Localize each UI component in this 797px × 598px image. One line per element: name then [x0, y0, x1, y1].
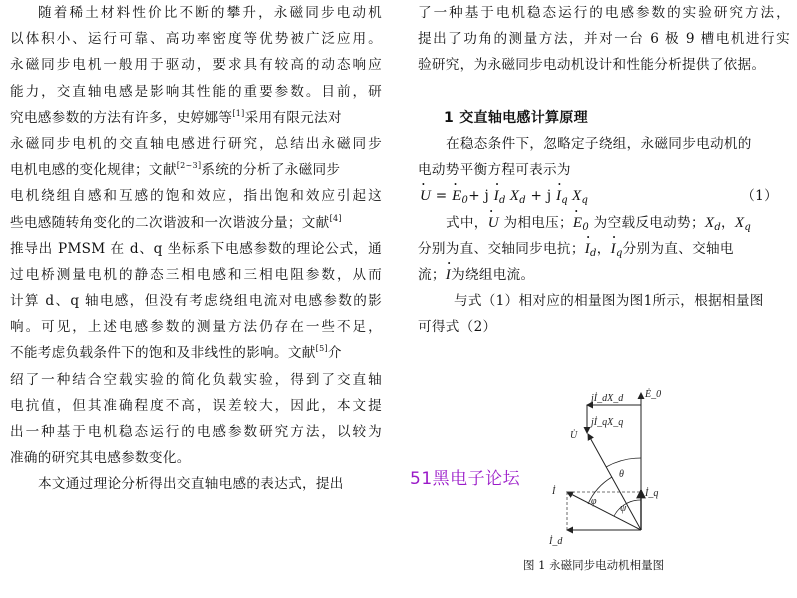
label-e0: Ė_0 [645, 389, 662, 400]
eq-symbol-E: • E [452, 183, 461, 209]
label-iq: İ_q [645, 488, 659, 499]
text-segment: 些电感随转角变化的二次谐波和一次谐波分量；文献 [10, 214, 330, 231]
eq-symbol-X: X [734, 214, 745, 231]
eq-subscript: q [581, 195, 589, 207]
text-line: 响。可见，上述电感参数的测量方法仍存在一些不足， [10, 319, 382, 336]
label-theta: θ [619, 469, 624, 480]
text-segment: 为空载反电动势； [589, 214, 705, 231]
psi-arc [614, 500, 641, 516]
eq-subscript: d [498, 195, 506, 207]
text-segment: 介 [327, 345, 342, 362]
text-line: 电机绕组自感和互感的饱和效应，指出饱和效应引起这 [10, 188, 382, 205]
eq-symbol-X: X [704, 214, 715, 231]
label-id: İ_d [549, 536, 563, 547]
citation-ref: [5] [315, 344, 328, 354]
theta-arc [606, 458, 641, 467]
text-segment: 流； [418, 266, 446, 283]
eq-symbol-I: • I [556, 183, 561, 209]
text-segment: 分别为直、交轴同步电抗； [418, 240, 585, 257]
eq-symbol-I: • I [611, 236, 616, 262]
text-segment: 为相电压； [498, 214, 573, 231]
text-line: 验研究，为永磁同步电动机设计和性能分析提供了依据。 [418, 57, 766, 74]
equation-number: （1） [741, 188, 778, 205]
eq-text: = [431, 188, 453, 205]
eq-symbol-U: • U [420, 183, 431, 209]
text-line: 绍了一种结合空载实验的简化负载实验，得到了交直轴 [10, 371, 382, 388]
eq-symbol-I: • I [446, 262, 451, 288]
figure-caption: 图 1 永磁同步电动机相量图 [523, 558, 665, 572]
label-jiqxq: jİ_qX_q [591, 417, 624, 428]
label-phi: φ [591, 496, 597, 507]
text-line: 计算 d、q 轴电感，但没有考虑绕组电流对电感参数的影 [10, 293, 382, 310]
eq-subscript: 0 [461, 195, 469, 207]
citation-ref: [1] [232, 108, 245, 118]
text-line: 与式（1）相对应的相量图为图1所示，根据相量图 [454, 293, 764, 310]
label-psi: ψ [620, 503, 627, 514]
citation-ref: [4] [329, 213, 342, 223]
text-segment: 式中， [446, 214, 488, 231]
eq-subscript: d [714, 221, 722, 233]
eq-symbol-U: • U [488, 210, 499, 236]
text-line: 随着稀土材料性价比不断的攀升，永磁同步电动机 [38, 5, 382, 21]
text-line: 可得式（2） [418, 319, 497, 336]
text-line: 在稳态条件下，忽略定子绕组，永磁同步电动机的 [446, 135, 752, 152]
text-line: 本文通过理论分析得出交直轴电感的表达式，提出 [38, 476, 344, 493]
text-line: 以体积小、运行可靠、高功率密度等优势被广泛应用。 [10, 31, 382, 48]
text-line: 了一种基于电机稳态运行的电感参数的实验研究方法， [418, 5, 790, 21]
i-vector [567, 492, 641, 530]
eq-text: + j [468, 188, 494, 205]
eq-symbol-X: X [567, 188, 582, 205]
text-line: 永磁同步电机的交直轴电感进行研究，总结出永磁同步 [10, 135, 382, 152]
text-segment: 不能考虑负载条件下的饱和及非线性的影响。文献 [10, 345, 316, 362]
citation-ref: [2~3] [176, 161, 202, 171]
text-segment: 究电感参数的方法有许多，史婷娜等 [10, 109, 233, 126]
section-heading: 1 交直轴电感计算原理 [444, 109, 588, 126]
eq-subscript: 0 [582, 221, 590, 233]
eq-symbol-X: X [505, 188, 520, 205]
eq-symbol-I: • I [585, 236, 590, 262]
watermark: 51黑电子论坛 [410, 469, 521, 489]
eq-subscript: q [744, 221, 752, 233]
text-segment: 为绕组电流。 [451, 266, 535, 283]
text-segment: ， [596, 240, 611, 257]
eq-symbol-I: • I [494, 183, 499, 209]
text-line: 推导出 PMSM 在 d、q 坐标系下电感参数的理论公式，通 [10, 240, 382, 257]
label-jidxd: jİ_dX_d [591, 393, 624, 404]
text-line: 电抗值，但其准确程度不高，误差较大，因此，本文提 [10, 397, 382, 414]
text-line: 准确的研究其电感参数变化。 [10, 450, 191, 467]
eq-text: + j [525, 188, 556, 205]
eq-subscript: q [561, 195, 568, 207]
text-segment: 系统的分析了永磁同步 [201, 162, 341, 179]
text-segment: 电机电感的变化规律；文献 [10, 162, 177, 179]
text-line: 永磁同步电机一般用于驱动，要求具有较高的动态响应 [10, 57, 382, 74]
text-line: 过电桥测量电机的静态三相电感和三相电阻参数，从而 [10, 266, 382, 283]
label-u: U̇ [570, 430, 578, 441]
eq-symbol-E: • E [573, 210, 582, 236]
eq-subscript: d [590, 247, 597, 259]
text-segment: 采用有限元法对 [244, 109, 342, 126]
text-line: 电动势平衡方程可表示为 [418, 162, 571, 179]
text-segment: ， [721, 214, 735, 231]
text-segment: 分别为直、交轴电 [622, 240, 734, 257]
text-line: 出一种基于电机稳态运行的电感参数研究方法，以较为 [10, 424, 382, 440]
eq-subscript: q [615, 247, 623, 259]
label-i: İ [552, 486, 556, 497]
eq-subscript: d [519, 195, 526, 207]
text-line: 提出了功角的测量方法，并对一台 6 极 9 槽电机进行实 [418, 31, 790, 48]
text-line: 能力，交直轴电感是影响其性能的重要参数。目前，研 [10, 83, 382, 100]
